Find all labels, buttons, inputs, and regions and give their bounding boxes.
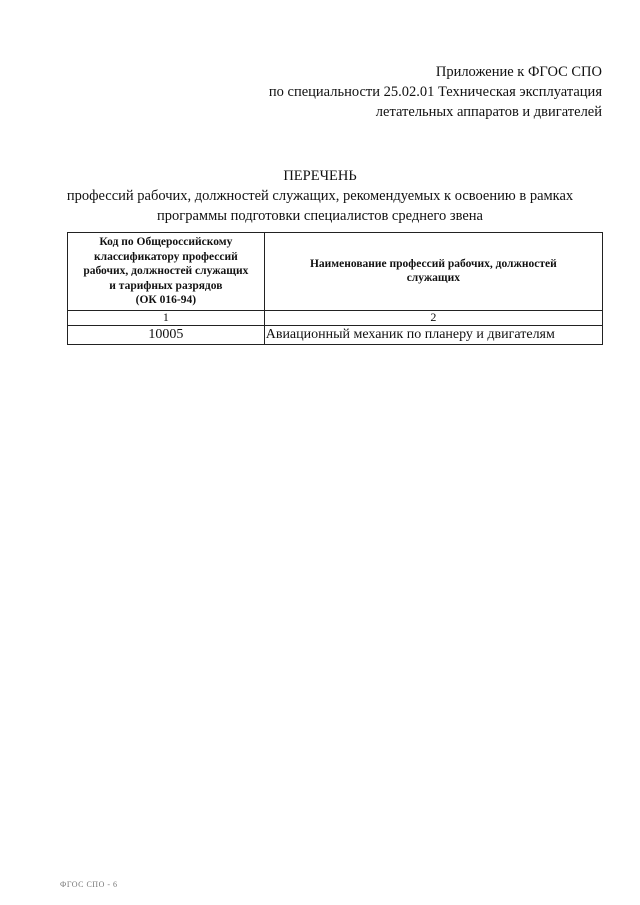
appendix-line-2: по специальности 25.02.01 Техническая эксплуатация — [268, 84, 602, 100]
document-title: ПЕРЕЧЕНЬ — [283, 168, 357, 184]
profession-code: 10005 — [68, 325, 265, 344]
header-code-line: (ОК 016-94) — [135, 294, 197, 306]
appendix-note — [269, 62, 602, 122]
document-heading — [40, 166, 600, 226]
appendix-line-3: летательных аппаратов и двигателей — [375, 104, 602, 120]
header-code-column — [68, 233, 265, 311]
header-name-line: служащих — [406, 272, 461, 285]
footer-mark: ФГОС СПО - 6 — [60, 880, 118, 889]
column-number: 1 — [68, 310, 265, 325]
document-subtitle-line-2: программы подготовки специалистов среднего звена — [157, 208, 483, 224]
table-row — [68, 325, 603, 344]
table-header-row — [68, 233, 603, 311]
header-name-line: Наименование профессий рабочих, должностей — [309, 257, 557, 270]
header-code-line: рабочих, должностей служащих — [83, 265, 249, 277]
header-code-line: и тарифных разрядов — [109, 279, 223, 292]
professions-table — [67, 232, 603, 345]
document-subtitle-line-1: профессий рабочих, должностей служащих, рекомендуемых к освоению в рамках — [66, 188, 574, 204]
profession-name: Авиационный механик по планеру и двигателям — [264, 325, 602, 344]
header-code-line: классификатору профессий — [94, 250, 238, 263]
header-code-line: Код по Общероссийскому — [99, 236, 233, 248]
column-number: 2 — [264, 310, 602, 325]
appendix-line-1: Приложение к ФГОС СПО — [435, 64, 602, 80]
column-number-row — [68, 310, 603, 325]
header-name-column — [264, 233, 602, 311]
